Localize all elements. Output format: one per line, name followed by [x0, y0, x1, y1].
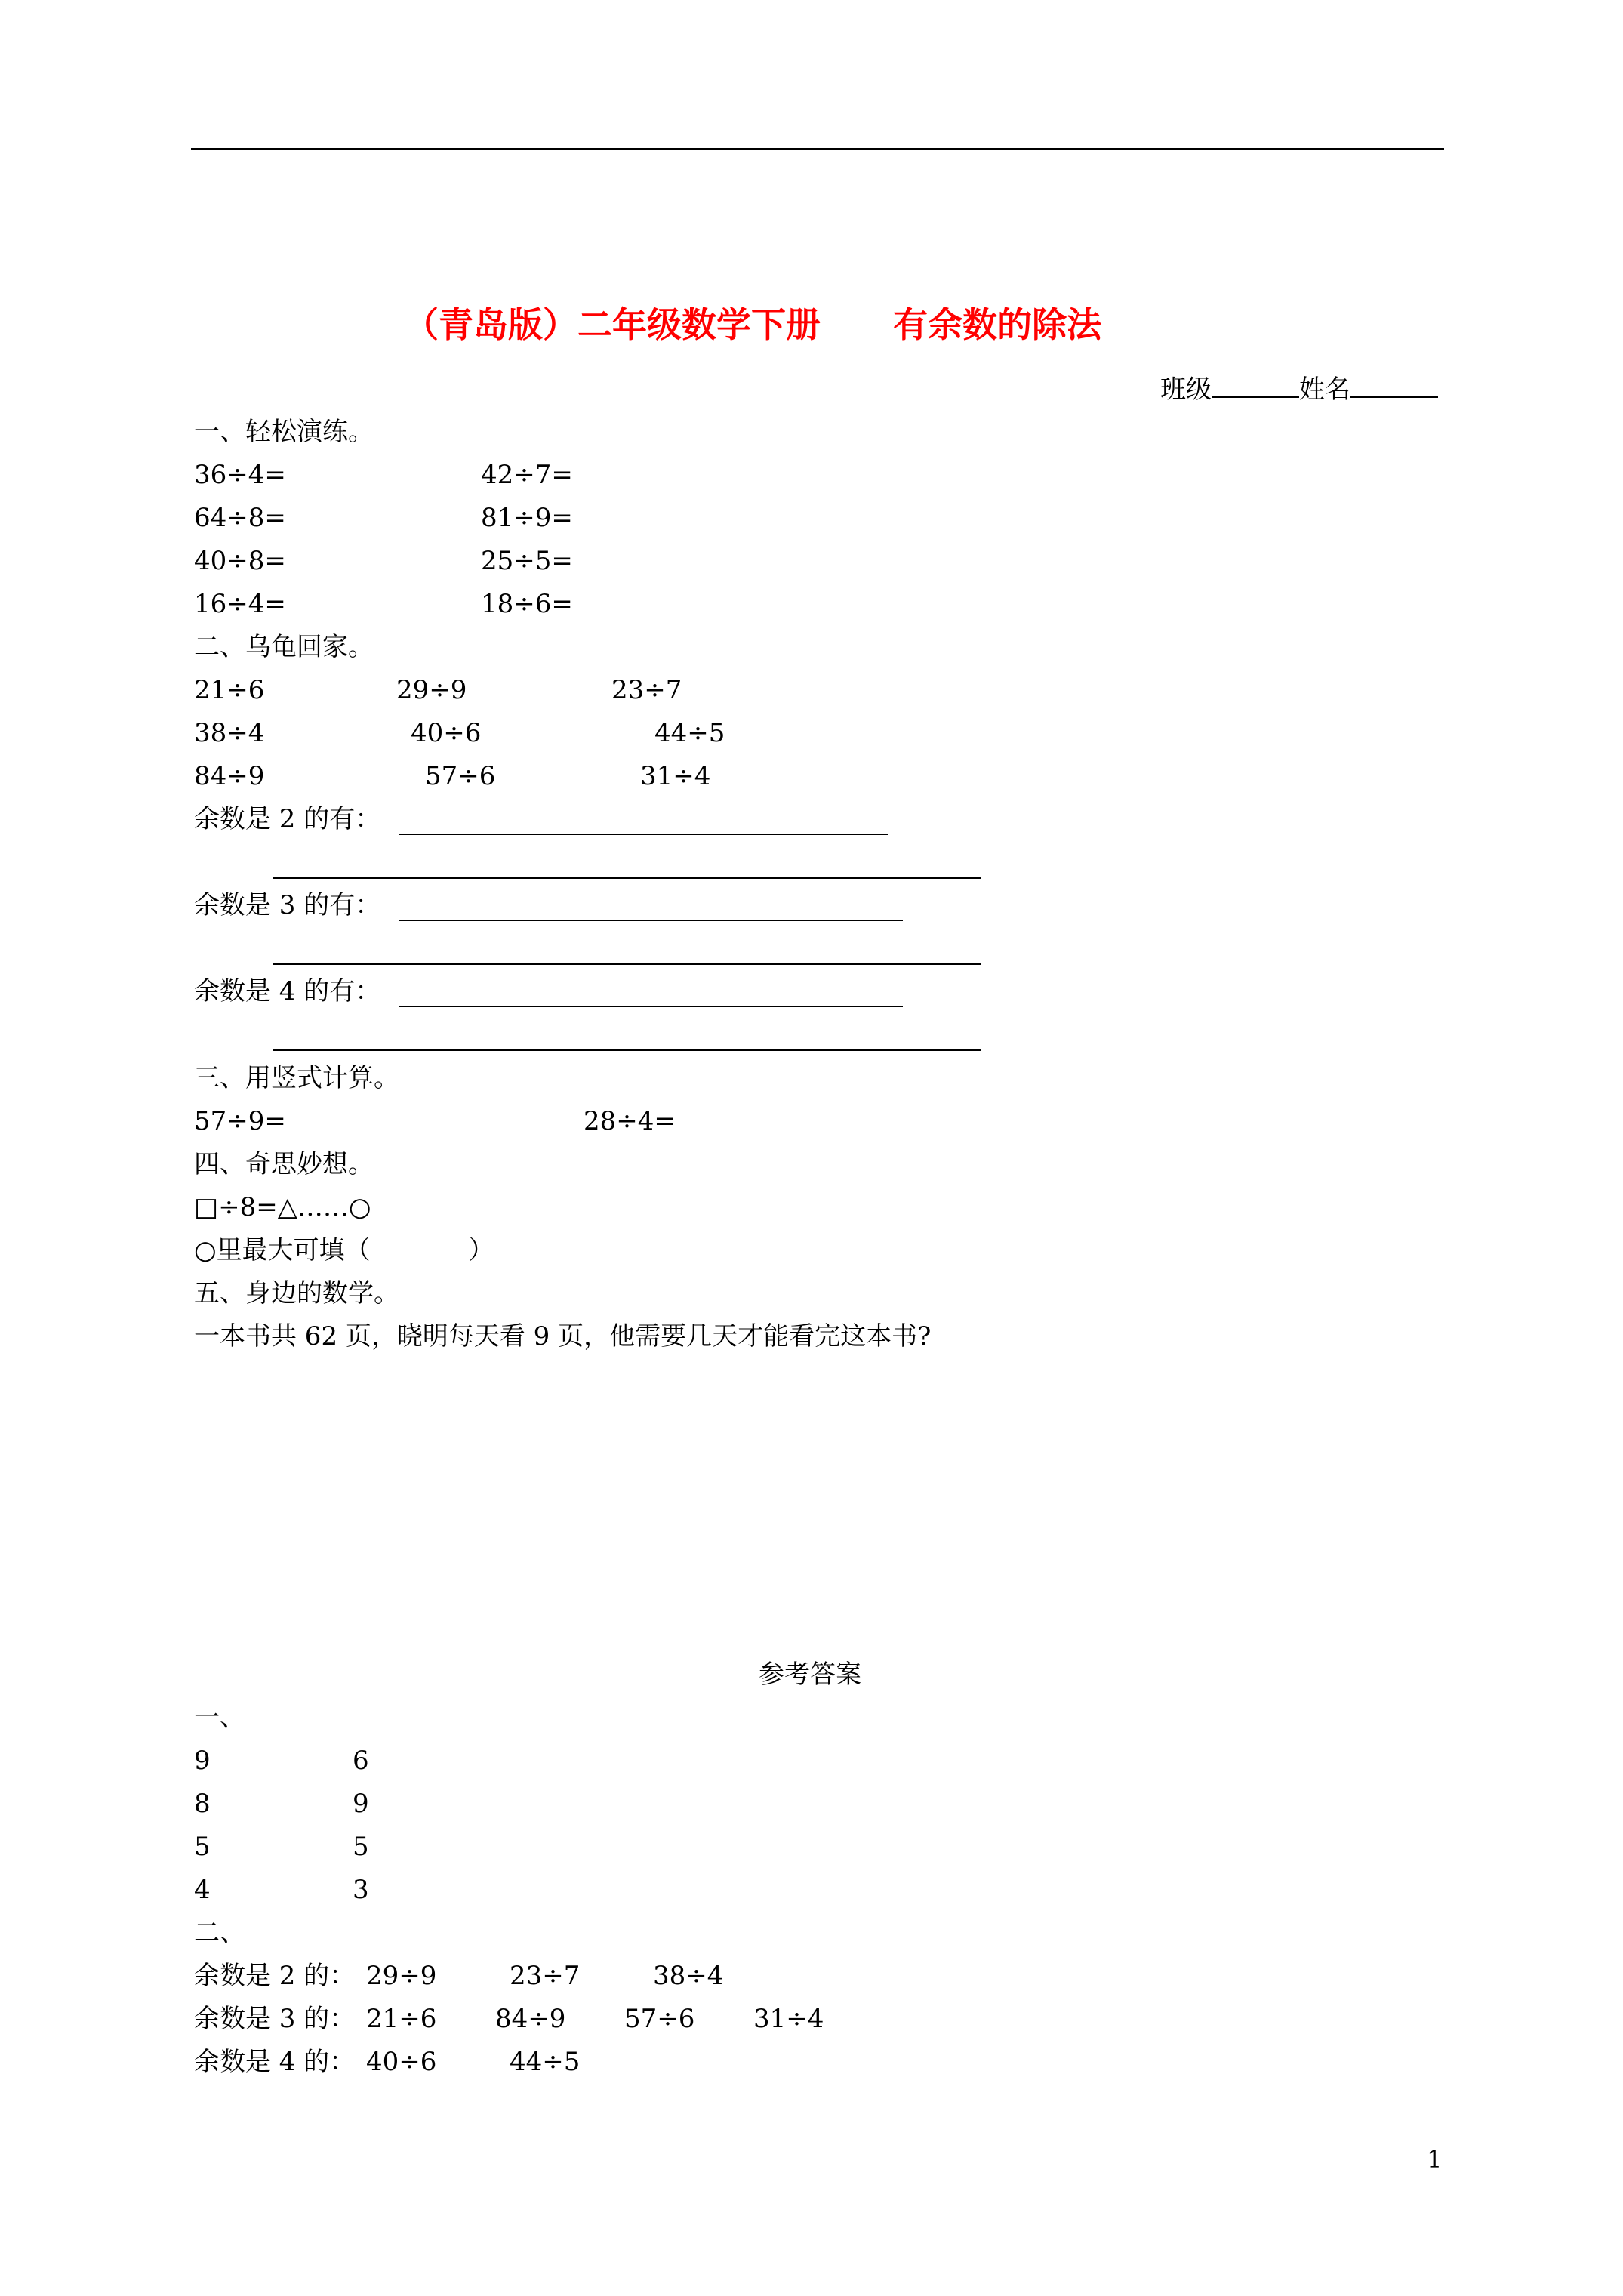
page-title: （青岛版）二年级数学下册 有余数的除法	[404, 304, 1102, 345]
problem: 40÷8=	[194, 546, 286, 576]
answer-value: 57÷6	[624, 2004, 695, 2034]
answer-value: 31÷4	[753, 2004, 824, 2034]
problem: 57÷6	[425, 761, 496, 791]
answer-part-2-label: 二、	[194, 1918, 245, 1948]
problem: 36÷4=	[194, 460, 286, 490]
problem: 42÷7=	[481, 460, 573, 490]
answer-line[interactable]	[399, 920, 903, 921]
problem: 16÷4=	[194, 589, 286, 619]
remainder-2-label: 余数是 2 的有：	[194, 804, 381, 834]
answer-row	[194, 1787, 1251, 1820]
problem: 40÷6	[411, 718, 482, 748]
answer-row	[194, 2002, 1251, 2036]
section-4-heading: 四、奇思妙想。	[194, 1149, 374, 1179]
answer-value: 5	[194, 1832, 211, 1862]
problem: 31÷4	[640, 761, 711, 791]
answer-value: 44÷5	[510, 2047, 581, 2077]
answer-value: 84÷9	[495, 2004, 566, 2034]
remainder-4-label: 余数是 4 的有：	[194, 976, 381, 1006]
section-5-heading: 五、身边的数学。	[194, 1278, 399, 1308]
answer-row	[194, 1873, 1251, 1906]
problem: 18÷6=	[481, 589, 573, 619]
header-rule	[191, 148, 1444, 150]
puzzle-equation: □÷8=△……○	[194, 1192, 371, 1222]
answer-value: 38÷4	[653, 1961, 724, 1991]
answer-part-1-label: 一、	[194, 1703, 245, 1733]
problem: 23÷7	[611, 675, 682, 705]
answer-value: 6	[353, 1746, 369, 1776]
answer-value: 4	[194, 1875, 211, 1905]
answer-value: 9	[194, 1746, 211, 1776]
puzzle-question: ○里最大可填（ ）	[194, 1235, 494, 1265]
problem: 81÷9=	[481, 503, 573, 533]
answer-line[interactable]	[273, 1049, 981, 1051]
answer-label: 余数是 3 的：	[194, 2004, 356, 2034]
remainder-3-label: 余数是 3 的有：	[194, 890, 381, 920]
answer-value: 9	[353, 1789, 369, 1819]
answer-value: 8	[194, 1789, 211, 1819]
answer-value: 29÷9	[366, 1961, 437, 1991]
class-blank[interactable]	[1212, 374, 1299, 398]
sec2-row	[194, 717, 1251, 750]
sec1-row	[194, 587, 1251, 621]
class-label: 班级	[1160, 374, 1212, 405]
answer-value: 40÷6	[366, 2047, 437, 2077]
answer-label: 余数是 2 的：	[194, 1961, 356, 1991]
answer-line[interactable]	[399, 1006, 903, 1007]
answer-line[interactable]	[273, 963, 981, 965]
sec3-row	[194, 1105, 1251, 1138]
problem: 25÷5=	[481, 546, 573, 576]
student-info	[1160, 373, 1438, 406]
answer-value: 3	[353, 1875, 369, 1905]
sec2-row	[194, 673, 1251, 707]
answer-value: 21÷6	[366, 2004, 437, 2034]
answer-value: 5	[353, 1832, 369, 1862]
section-3-heading: 三、用竖式计算。	[194, 1063, 399, 1093]
sec1-row	[194, 544, 1251, 578]
name-blank[interactable]	[1350, 374, 1438, 398]
sec2-row	[194, 760, 1251, 793]
problem: 64÷8=	[194, 503, 286, 533]
sec1-row	[194, 501, 1251, 535]
answer-row	[194, 1744, 1251, 1777]
problem: 21÷6	[194, 675, 265, 705]
problem: 84÷9	[194, 761, 265, 791]
word-problem: 一本书共 62 页，晓明每天看 9 页，他需要几天才能看完这本书?	[194, 1321, 932, 1351]
section-2-heading: 二、乌龟回家。	[194, 632, 374, 662]
answer-label: 余数是 4 的：	[194, 2047, 356, 2077]
problem: 44÷5	[654, 718, 725, 748]
problem: 29÷9	[396, 675, 467, 705]
answer-key-title: 参考答案	[759, 1660, 861, 1690]
answer-row	[194, 1959, 1251, 1992]
answer-value: 23÷7	[510, 1961, 581, 1991]
name-label: 姓名	[1299, 374, 1350, 405]
problem: 28÷4=	[584, 1106, 676, 1136]
answer-line[interactable]	[399, 834, 888, 835]
answer-row	[194, 1830, 1251, 1863]
answer-line[interactable]	[273, 877, 981, 879]
problem: 38÷4	[194, 718, 265, 748]
page-number: 1	[1427, 2145, 1443, 2174]
problem: 57÷9=	[194, 1106, 286, 1136]
section-1-heading: 一、轻松演练。	[194, 417, 374, 447]
answer-row	[194, 2045, 1251, 2079]
sec1-row	[194, 458, 1251, 492]
